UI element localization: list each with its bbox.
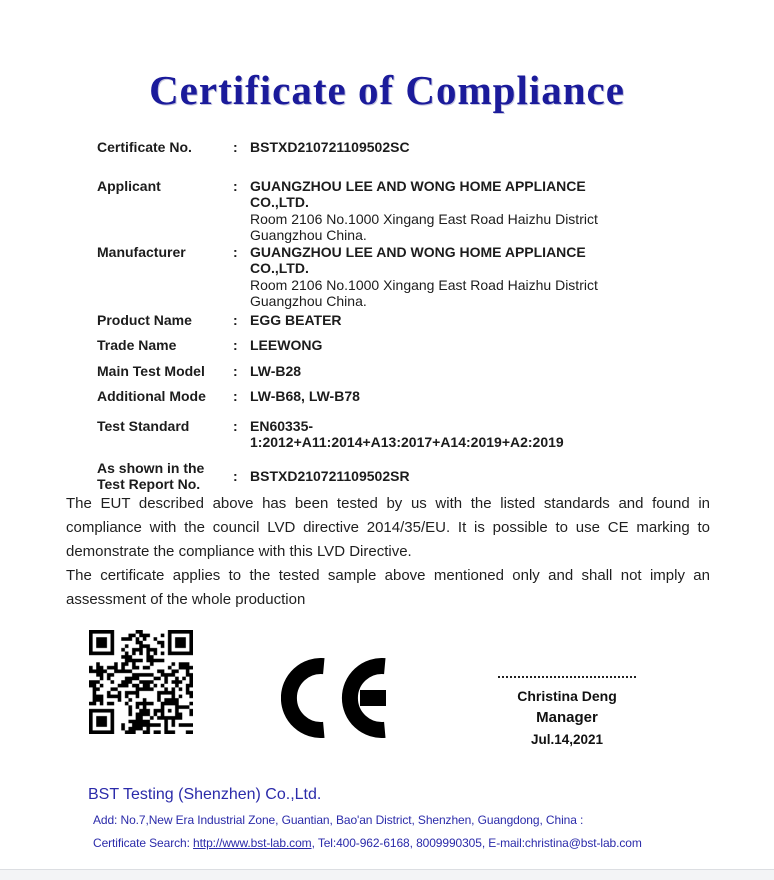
manufacturer-address: Room 2106 No.1000 Xingang East Road Haizhu District Guangzhou China. [250,276,598,309]
statement-paragraph-1: The EUT described above has been tested by us with the listed standards and found in compliance with the council LVD directive 2014/35/EU. It is possible to use CE marking to demonstrate the compliance with this LVD Directive. [66,495,710,560]
certificate-search-label: Certificate Search: [93,836,194,850]
field-row-manufacturer [97,244,682,310]
field-value: BSTXD210721109502SC [250,139,410,155]
field-colon: : [233,139,238,155]
field-row-additional-mode [97,388,682,405]
signer-role: Manager [536,709,598,726]
ce-mark-icon [281,658,387,738]
signature-block [494,676,640,751]
certificate-search-line [88,836,708,850]
signature-dotted-line [498,676,636,678]
lab-name: BST Testing (Shenzhen) Co.,Ltd. [88,786,322,803]
field-row-certificate-no [97,139,682,156]
field-value: EN60335-1:2012+A11:2014+A13:2017+A14:2019+A2:2019 [250,417,564,450]
field-colon: : [233,337,238,353]
field-label: As shown in the Test Report No. [97,459,205,492]
field-label: Applicant [97,177,161,194]
field-label: Test Standard [97,417,190,434]
field-value: BSTXD210721109502SR [250,467,410,484]
field-colon: : [233,417,238,434]
manufacturer-company: GUANGZHOU LEE AND WONG HOME APPLIANCE CO.,LTD. [250,243,586,276]
field-value: EGG BEATER [250,311,342,328]
viewer-bottom-bar [0,869,774,880]
field-colon: : [233,388,238,404]
signer-name: Christina Deng [517,688,617,704]
field-label: Manufacturer [97,243,186,260]
certificate-fields [97,139,682,493]
field-row-test-standard [97,418,682,451]
field-colon: : [233,311,238,328]
field-row-applicant [97,178,682,244]
field-label: Trade Name [97,337,177,353]
field-row-test-report-no [97,460,682,493]
field-colon: : [233,177,238,194]
applicant-address: Room 2106 No.1000 Xingang East Road Haizhu District Guangzhou China. [250,210,598,243]
field-value: LW-B28 [250,362,302,379]
field-value: LW-B68, LW-B78 [250,388,360,404]
field-row-product-name [97,312,682,329]
field-label: Main Test Model [97,362,205,379]
field-value [250,178,625,244]
certificate-title: Certificate of Compliance [149,67,625,113]
field-row-trade-name [97,337,682,354]
field-value: LEEWONG [250,337,323,353]
field-colon: : [233,467,238,484]
field-label: Certificate No. [97,139,192,155]
certificate-search-link[interactable]: http://www.bst-lab.com [193,836,312,850]
lab-contact: , Tel:400-962-6168, 8009990305, E-mail:christina@bst-lab.com [311,836,642,850]
signature-date: Jul.14,2021 [530,732,604,747]
lab-address: Add: No.7,New Era Industrial Zone, Guantian, Bao'an District, Shenzhen, Guangdong, China : [93,813,584,827]
applicant-company: GUANGZHOU LEE AND WONG HOME APPLIANCE CO.,LTD. [250,177,586,210]
qr-code [89,630,193,734]
statement-paragraph-2: The certificate applies to the tested sample above mentioned only and shall not imply an assessment of the whole production [66,567,710,608]
field-value [250,244,625,310]
field-colon: : [233,243,238,260]
compliance-statement [66,492,710,612]
field-label: Additional Mode [97,388,206,404]
footer [88,786,708,850]
field-label: Product Name [97,311,192,328]
field-colon: : [233,362,238,379]
field-row-main-test-model [97,363,682,380]
